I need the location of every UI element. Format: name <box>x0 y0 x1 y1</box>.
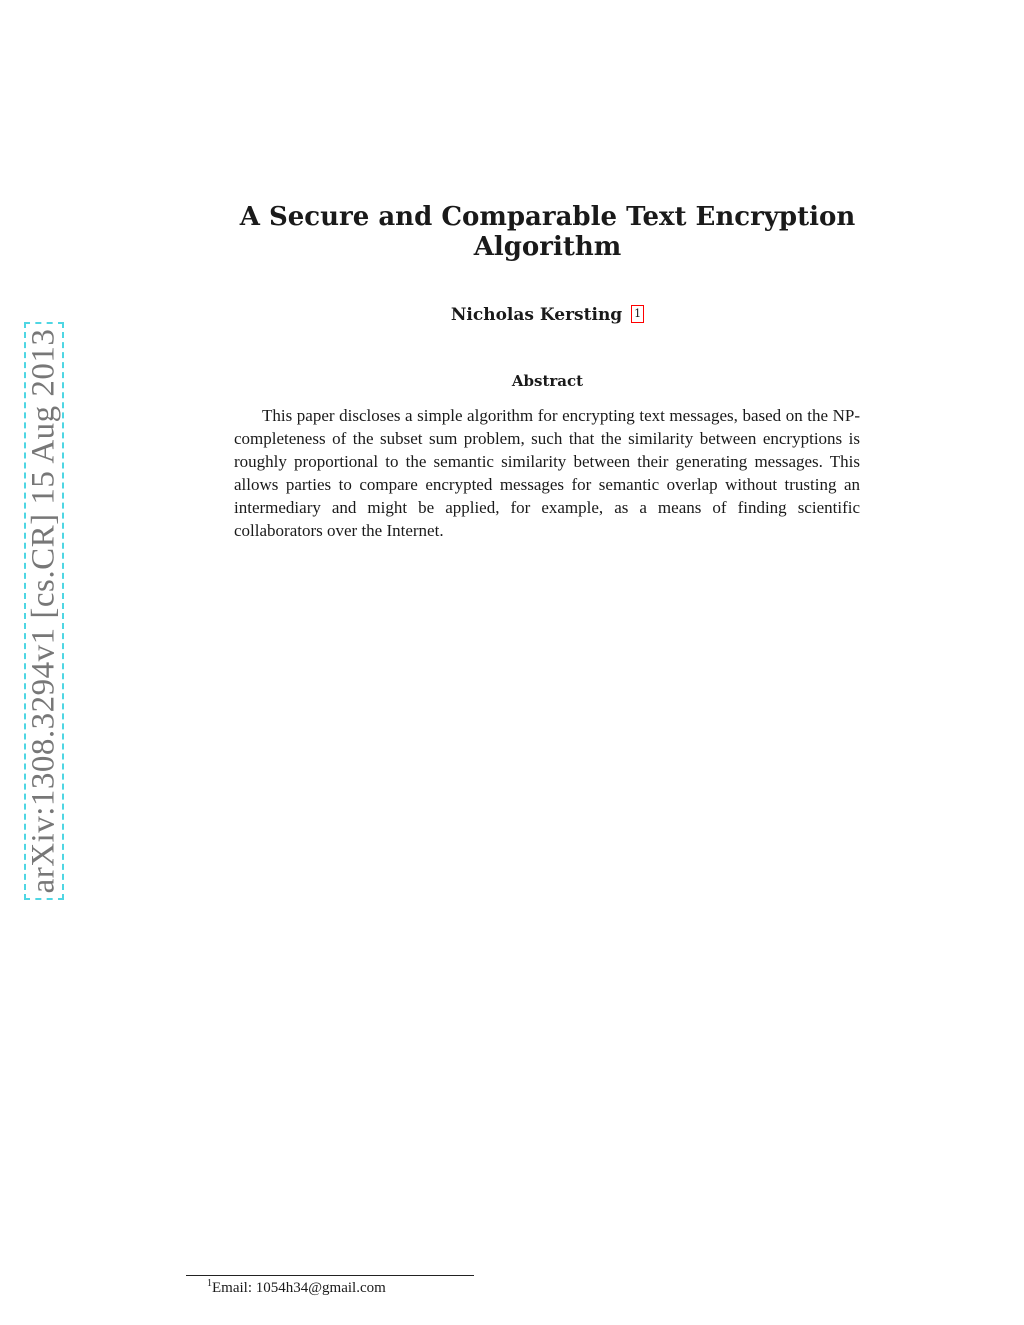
author-name: Nicholas Kersting <box>450 305 623 325</box>
author-line <box>210 305 885 325</box>
footnote <box>207 1280 386 1297</box>
footnote-link[interactable]: 1 <box>631 305 644 323</box>
arxiv-identifier: arXiv:1308.3294v1 [cs.CR] 15 Aug 2013 <box>25 328 62 894</box>
paper-title: A Secure and Comparable Text Encryption Algorithm <box>239 202 856 262</box>
abstract-heading: Abstract <box>511 372 584 390</box>
footnote-email: Email: 1054h34@gmail.com <box>212 1280 386 1296</box>
abstract-text: This paper discloses a simple algorithm for encrypting text messages, based on the NP-completeness of the subset sum problem, such that the similarity between encryptions is roughly proportional to the semantic similarity between their generating messages. This allows parties to compare encrypted messages for semantic overlap without trusting an intermediary and might be applied, for example, as a means of finding scientific collaborators over the Internet. <box>234 406 860 540</box>
footnote-number: 1 <box>207 1278 212 1289</box>
arxiv-side-stamp[interactable] <box>24 322 64 900</box>
footnote-divider <box>186 1275 474 1276</box>
